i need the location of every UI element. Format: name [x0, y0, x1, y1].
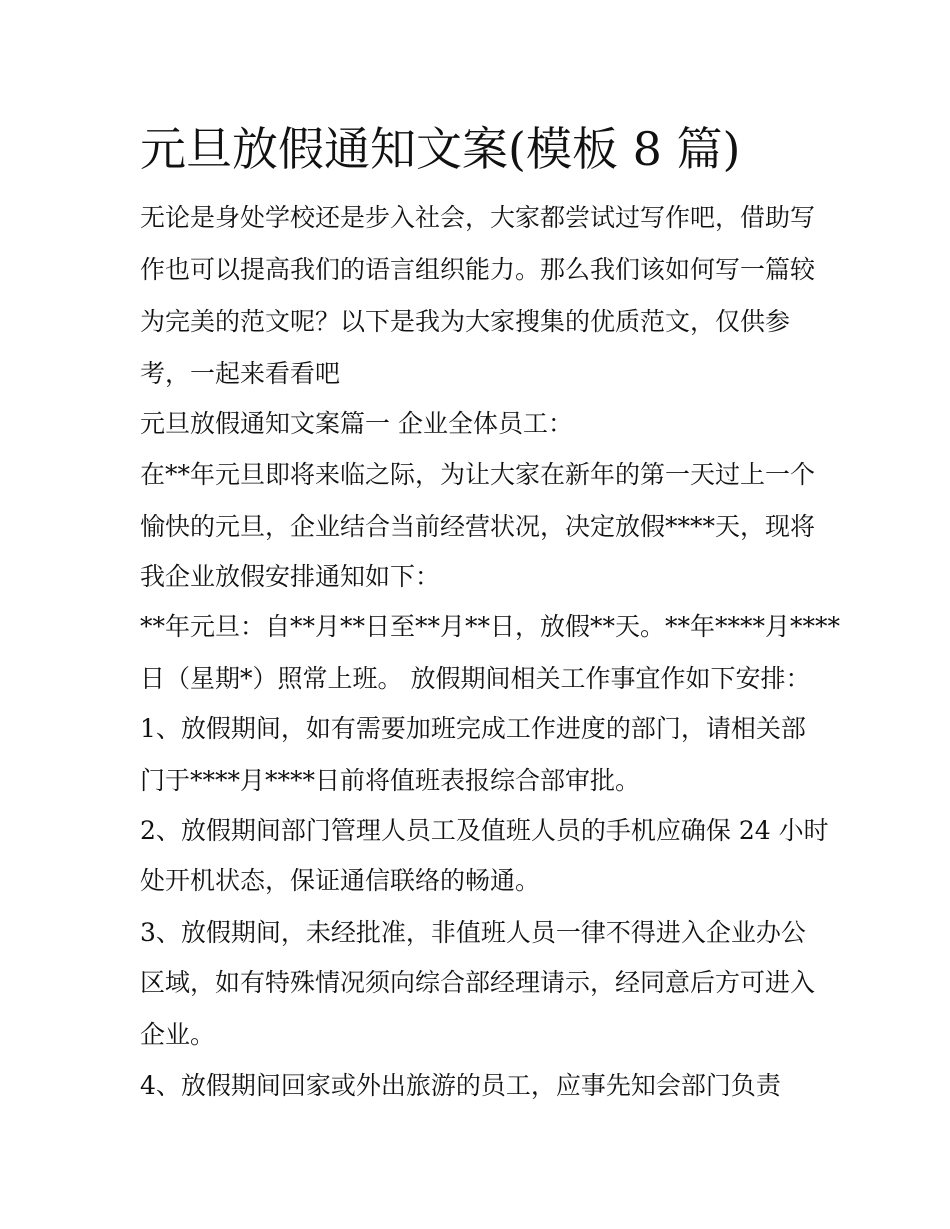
- paragraph-line: 考，一起来看看吧: [140, 359, 341, 388]
- section-heading: 元旦放假通知文案篇一 企业全体员工：: [140, 409, 573, 438]
- paragraph-line: **年元旦：自**月**日至**月**日，放假**天。**年****月****: [140, 612, 841, 641]
- paragraph-line: 我企业放假安排通知如下：: [140, 562, 441, 591]
- paragraph-line: 在**年元旦即将来临之际，为让大家在新年的第一天过上一个: [140, 460, 816, 489]
- list-item-line: 企业。: [140, 1020, 216, 1049]
- list-item-line: 区域，如有特殊情况须向综合部经理请示，经同意后方可进入: [140, 968, 816, 997]
- paragraph-line: 无论是身处学校还是步入社会，大家都尝试过写作吧，借助写: [140, 203, 816, 232]
- list-item-line: 门于****月****日前将值班表报综合部审批。: [140, 766, 641, 795]
- list-item-line: 处开机状态，保证通信联络的畅通。: [140, 866, 541, 895]
- paragraph-line: 日（星期*）照常上班。 放假期间相关工作事宜作如下安排：: [140, 664, 811, 693]
- list-item-line: 2、放假期间部门管理人员工及值班人员的手机应确保 24 小时: [140, 816, 829, 845]
- list-item-line: 1、放假期间，如有需要加班完成工作进度的部门，请相关部: [140, 714, 806, 743]
- list-item-line: 3、放假期间，未经批准，非值班人员一律不得进入企业办公: [140, 918, 806, 947]
- list-item-line: 4、放假期间回家或外出旅游的员工，应事先知会部门负责: [140, 1071, 781, 1100]
- paragraph-line: 为完美的范文呢？以下是我为大家搜集的优质范文，仅供参: [140, 307, 791, 336]
- document-title: 元旦放假通知文案(模板 8 篇): [140, 122, 741, 176]
- paragraph-line: 愉快的元旦，企业结合当前经营状况，决定放假****天，现将: [140, 512, 816, 541]
- paragraph-line: 作也可以提高我们的语言组织能力。那么我们该如何写一篇较: [140, 255, 816, 284]
